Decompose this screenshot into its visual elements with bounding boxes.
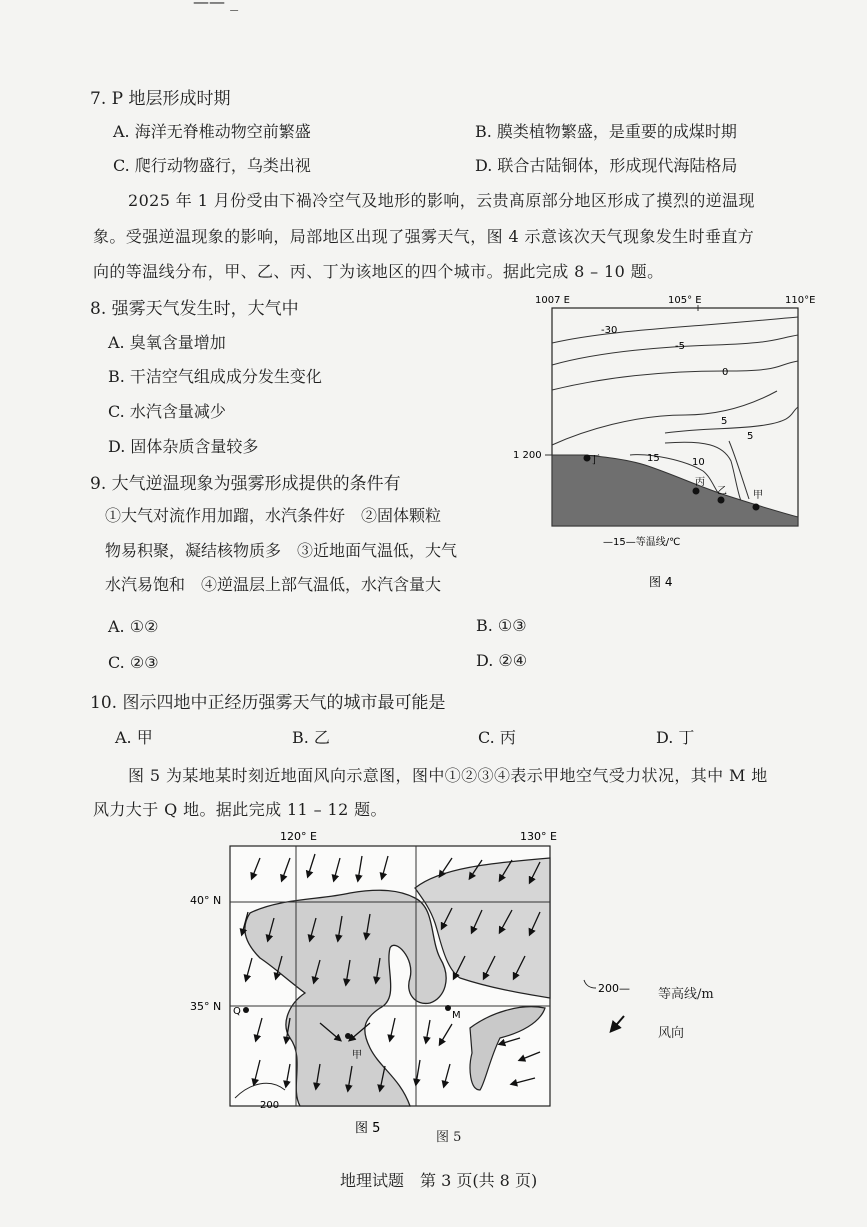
q10-option-d: D. 丁 — [656, 728, 695, 747]
q9-option-b: B. ①③ — [476, 616, 527, 635]
q9-line2: 物易积聚，凝结核物质多 ③近地面气温低，大气 — [105, 541, 458, 560]
contour-label-minus30: -30 — [601, 325, 618, 336]
q9-line3: 水汽易饱和 ④逆温层上部气温低，水汽含量大 — [105, 575, 442, 594]
q8-option-c: C. 水汽含量减少 — [108, 402, 226, 421]
q8-option-d: D. 固体杂质含量较多 — [108, 437, 259, 456]
fig5-caption-text: 图 5 — [436, 1130, 462, 1145]
legend-contour-line — [584, 980, 596, 988]
q7-stem: 7. P 地层形成时期 — [90, 89, 231, 109]
q8-stem: 8. 强雾天气发生时，大气中 — [90, 299, 299, 319]
q7-option-b: B. 膜类植物繁盛，是重要的成煤时期 — [475, 122, 737, 141]
legend-contour-label: 等高线/m — [658, 987, 714, 1002]
passage1-line2: 象。受强逆温现象的影响，局部地区出现了强雾天气，图 4 示意该次天气现象发生时垂直方 — [93, 227, 755, 246]
q10-option-c: C. 丙 — [478, 728, 516, 747]
q10-stem: 10. 图示四地中正经历强雾天气的城市最可能是 — [90, 693, 446, 713]
contour-label-minus5: -5 — [675, 341, 685, 352]
q8-option-b: B. 干洁空气组成成分发生变化 — [108, 367, 322, 386]
q7-option-c: C. 爬行动物盛行，乌类出视 — [113, 156, 311, 175]
contour-label-5a: 5 — [721, 416, 728, 427]
isotherm-minus30 — [552, 317, 798, 343]
fig4-legend: —15—等温线/℃ — [603, 537, 681, 548]
point-q-marker — [243, 1007, 249, 1013]
point-m-label: M — [452, 1010, 461, 1021]
isotherm-5a — [552, 391, 777, 445]
fig5-lat-top: 40° N — [190, 894, 222, 907]
q7-option-a: A. 海洋无脊椎动物空前繁盛 — [113, 122, 311, 141]
figure-5 — [190, 828, 570, 1136]
q9-option-c: C. ②③ — [108, 653, 159, 672]
contour-label-10: 10 — [692, 457, 705, 468]
q10-option-a: A. 甲 — [115, 728, 153, 747]
fig4-lon-mid: 105° E — [668, 295, 702, 306]
fig5-caption: 图 5 — [355, 1121, 381, 1136]
city-jia-marker — [753, 504, 760, 511]
q8-option-a: A. 臭氧含量增加 — [108, 333, 226, 352]
contour-label-15: 15 — [647, 453, 660, 464]
header-mark: —— _ — [193, 0, 239, 11]
fig5-lat-bottom: 35° N — [190, 1000, 222, 1013]
passage1-line3: 向的等温线分布，甲、乙、丙、丁为该地区的四个城市。据此完成 8 – 10 题。 — [93, 262, 664, 281]
contour-label-200: 200 — [260, 1100, 280, 1111]
fig4-elevation-label: 1 200 — [513, 450, 542, 461]
point-q-label: Q — [233, 1006, 241, 1017]
q9-line1: ①大气对流作用加蹓，水汽条件好 ②固体颗粒 — [105, 506, 442, 525]
point-m-marker — [445, 1005, 451, 1011]
contour-label-5b: 5 — [747, 431, 754, 442]
q9-option-a: A. ①② — [108, 617, 159, 636]
point-jia-label: 甲 — [352, 1050, 362, 1061]
point-jia-marker — [345, 1033, 351, 1039]
figure-4 — [513, 285, 825, 589]
page-footer: 地理试题 第 3 页(共 8 页) — [340, 1171, 538, 1190]
city-ding-label: 丁 — [589, 453, 600, 466]
isotherm-0 — [552, 361, 798, 390]
legend-wind-arrow — [612, 1016, 624, 1030]
city-bing-marker — [693, 488, 700, 495]
fig4-caption: 图 4 — [649, 575, 673, 589]
contour-label-0: 0 — [722, 367, 729, 378]
q9-stem: 9. 大气逆温现象为强雾形成提供的条件有 — [90, 474, 401, 494]
passage2-line1: 图 5 为某地某时刻近地面风向示意图，图中①②③④表示甲地空气受力状况，其中 M 地 — [128, 766, 768, 785]
q10-option-b: B. 乙 — [292, 728, 330, 747]
q9-option-d: D. ②④ — [476, 651, 528, 670]
passage1-line1: 2025 年 1 月份受由下禍冷空气及地形的影响，云贵髙原部分地区形成了摸烈的逆温现 — [128, 191, 755, 210]
fig4-lon-right: 110°E — [785, 295, 816, 306]
city-bing-label: 丙 — [695, 477, 705, 488]
fig5-lon-right: 130° E — [520, 830, 557, 843]
legend-wind-label: 风向 — [658, 1026, 685, 1041]
passage2-line2: 风力大于 Q 地。据此完成 11 – 12 题。 — [93, 800, 387, 819]
fig4-lon-left: 1007 E — [535, 295, 570, 306]
city-jia-label: 甲 — [753, 490, 763, 501]
isotherm-5b — [665, 407, 798, 433]
q7-option-d: D. 联合古陆铜体，形成现代海陆格局 — [475, 156, 738, 175]
legend-contour-value: 200— — [598, 982, 630, 995]
isotherm-inner — [729, 441, 749, 499]
fig5-lon-left: 120° E — [280, 830, 317, 843]
city-yi-marker — [718, 497, 725, 504]
city-yi-label: 乙 — [717, 486, 727, 497]
